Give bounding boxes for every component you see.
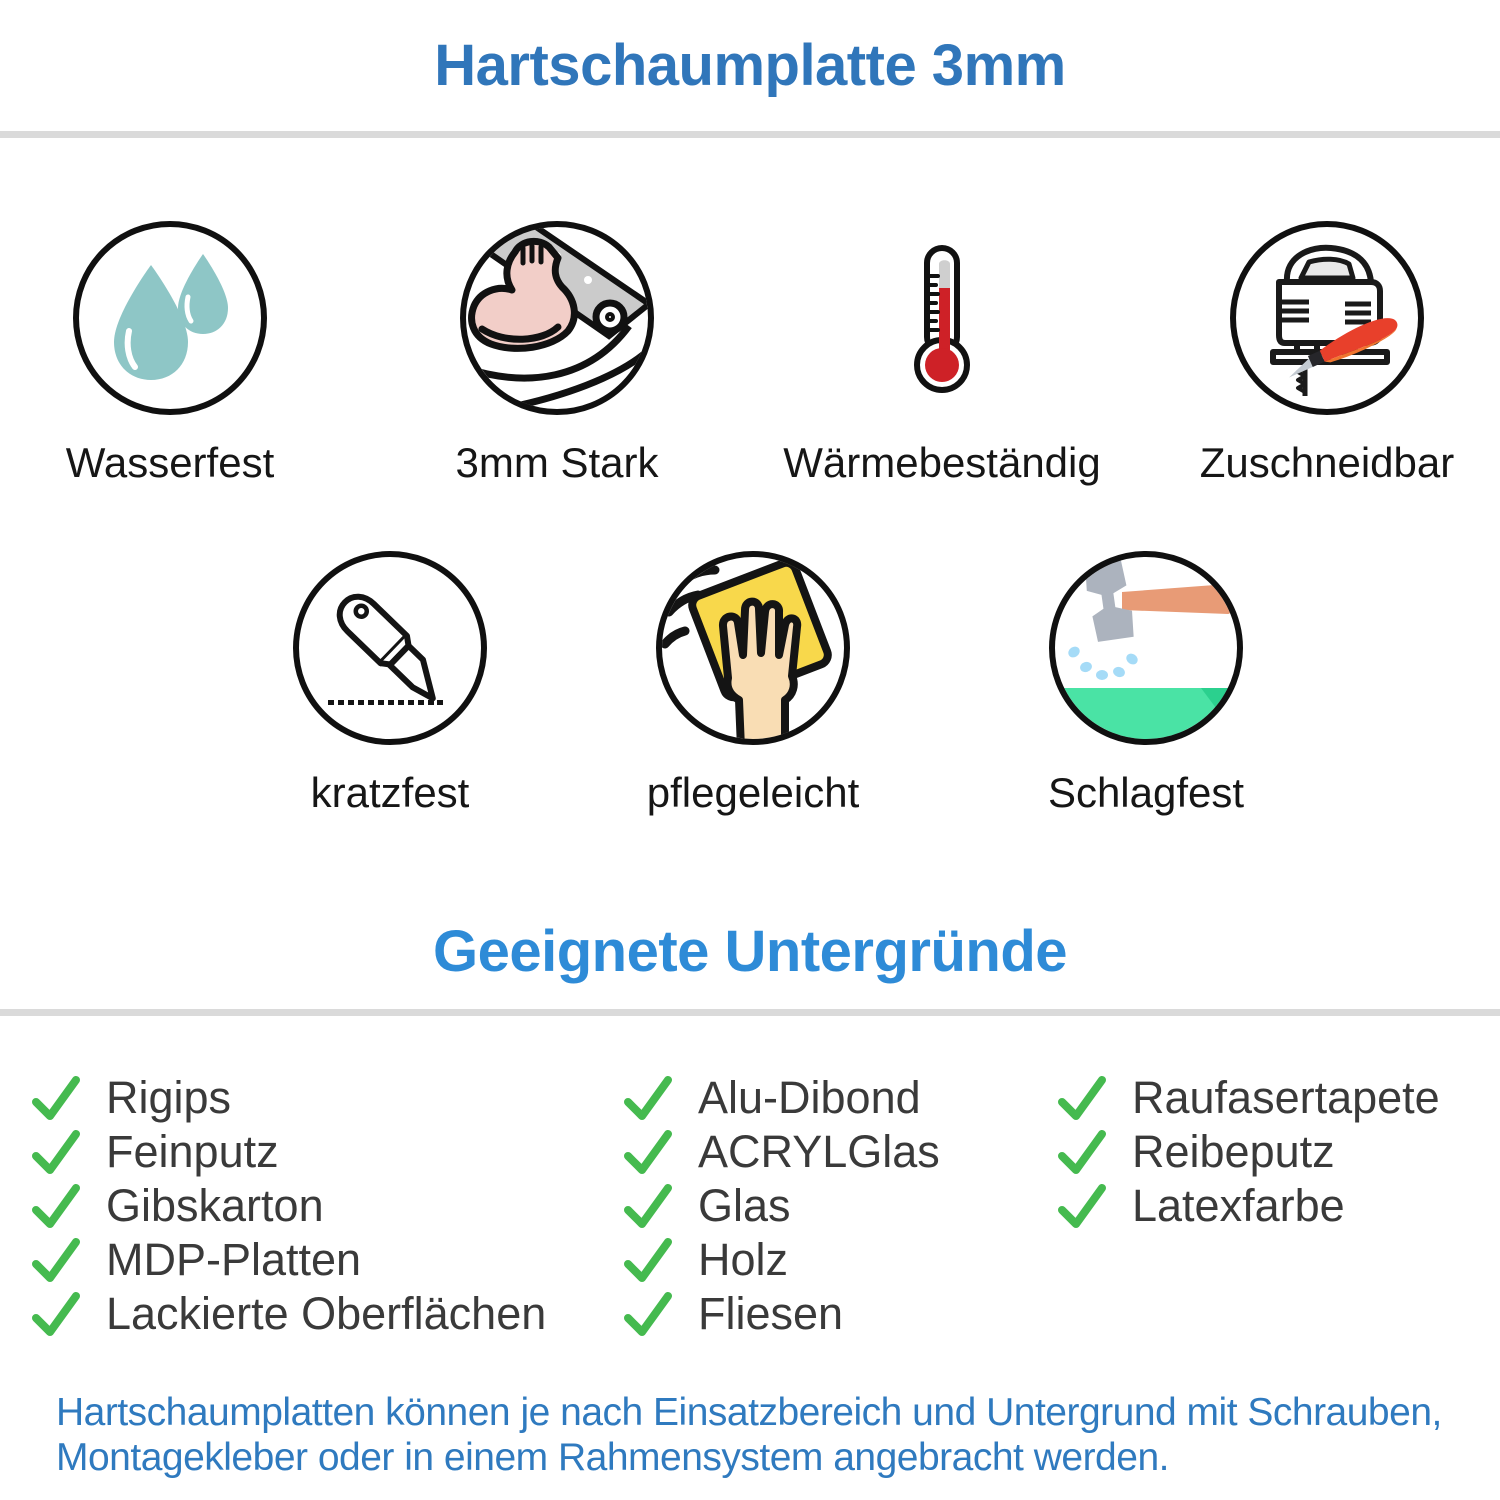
substrate-label: Fliesen [698, 1288, 844, 1339]
feature-label: Wärmebeständig [783, 439, 1101, 486]
hammer-impact-icon [1046, 548, 1246, 748]
divider-bottom [0, 1009, 1500, 1016]
substrate-item [622, 1233, 940, 1287]
substrates-column-1 [30, 1071, 546, 1341]
substrate-item [622, 1179, 940, 1233]
substrate-label: Latexfarbe [1132, 1180, 1345, 1231]
feature-schlagfest [976, 548, 1316, 816]
feature-label: kratzfest [310, 769, 470, 816]
substrate-label: Lackierte Oberflächen [106, 1288, 547, 1339]
feature-waermebestaendig [772, 218, 1112, 486]
feature-label: Schlagfest [1047, 769, 1245, 816]
feature-wasserfest [0, 218, 340, 486]
check-icon [1056, 1180, 1108, 1232]
check-icon [30, 1072, 82, 1124]
substrate-item [1056, 1125, 1440, 1179]
check-icon [622, 1180, 674, 1232]
wiping-hand-icon [653, 548, 853, 748]
substrate-label: Alu-Dibond [698, 1072, 921, 1123]
feature-label: Wasserfest [65, 439, 275, 486]
check-icon [30, 1180, 82, 1232]
substrate-item [1056, 1071, 1440, 1125]
substrate-item [622, 1071, 940, 1125]
check-icon [30, 1234, 82, 1286]
substrate-item [30, 1179, 546, 1233]
page-title: Hartschaumplatte 3mm [434, 33, 1066, 98]
feature-label: Zuschneidbar [1199, 439, 1455, 486]
check-icon [30, 1288, 82, 1340]
feature-label: 3mm Stark [455, 439, 659, 486]
substrate-item [30, 1071, 546, 1125]
substrate-item [30, 1287, 546, 1341]
substrate-item [622, 1287, 940, 1341]
water-drops-icon [70, 218, 270, 418]
check-icon [622, 1288, 674, 1340]
substrate-label: ACRYLGlas [698, 1126, 940, 1177]
feature-label: pflegeleicht [646, 769, 860, 816]
section-title: Geeignete Untergründe [432, 919, 1068, 984]
substrate-item [30, 1233, 546, 1287]
thermometer-icon [842, 218, 1042, 418]
substrate-item [1056, 1179, 1440, 1233]
divider-top [0, 131, 1500, 138]
substrate-item [30, 1125, 546, 1179]
feature-pflegeleicht [583, 548, 923, 816]
check-icon [622, 1234, 674, 1286]
substrate-label: Glas [698, 1180, 791, 1231]
mounting-note: Hartschaumplatten können je nach Einsatzbereich und Untergrund mit Schrauben, Montagekleber oder in einem Rahmensystem angebracht werden. [56, 1391, 1442, 1479]
check-icon [622, 1126, 674, 1178]
substrate-label: Reibeputz [1132, 1126, 1335, 1177]
check-icon [622, 1072, 674, 1124]
substrates-column-2 [622, 1071, 940, 1341]
substrates-column-3 [1056, 1071, 1440, 1233]
check-icon [30, 1126, 82, 1178]
substrate-label: Holz [698, 1234, 789, 1285]
substrate-label: Rigips [106, 1072, 232, 1123]
substrate-label: Feinputz [106, 1126, 279, 1177]
flexed-arm-roll-icon [457, 218, 657, 418]
check-icon [1056, 1126, 1108, 1178]
check-icon [1056, 1072, 1108, 1124]
substrate-item [622, 1125, 940, 1179]
substrate-label: MDP-Platten [106, 1234, 362, 1285]
utility-knife-icon [290, 548, 490, 748]
jigsaw-cutter-icon [1227, 218, 1427, 418]
substrate-label: Gibskarton [106, 1180, 324, 1231]
feature-zuschneidbar [1157, 218, 1497, 486]
substrate-label: Raufasertapete [1132, 1072, 1440, 1123]
feature-kratzfest [220, 548, 560, 816]
feature-3mm-stark [387, 218, 727, 486]
